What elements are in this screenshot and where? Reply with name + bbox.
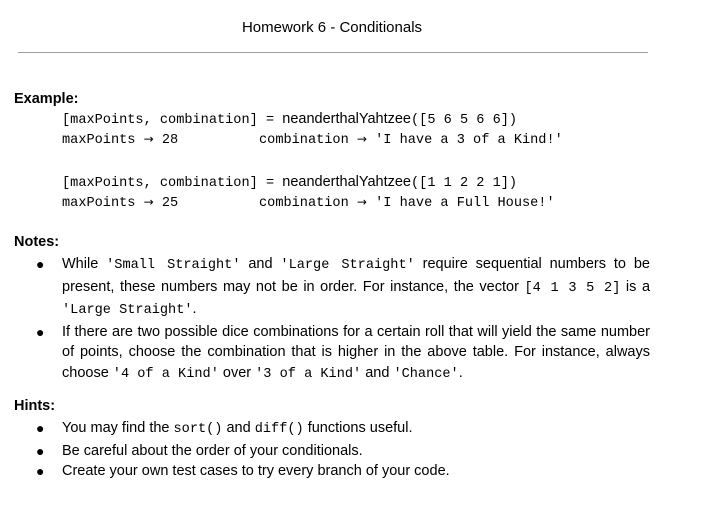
page-title: Homework 6 - Conditionals — [241, 19, 423, 36]
note-2-code: 'Chance' — [393, 366, 459, 382]
example-2-combo-label: combination — [259, 196, 349, 211]
note-1-text: . — [192, 301, 197, 317]
hint-2-text: Be careful about the order of your conditionals. — [62, 442, 363, 459]
list-item — [28, 418, 650, 441]
example-2-call — [62, 174, 517, 191]
note-1-code: 'Large Straight' — [280, 258, 415, 273]
arrow-icon: → — [143, 195, 154, 209]
list-item — [28, 322, 650, 386]
hints-list — [28, 418, 650, 482]
example-1-call-prefix: [maxPoints, combination] = — [62, 113, 283, 128]
arrow-icon: → — [143, 132, 154, 146]
note-2-text: . — [458, 364, 463, 381]
note-1-text: While — [62, 256, 107, 272]
example-2-max-label: maxPoints — [62, 196, 136, 211]
example-1-call — [62, 111, 517, 128]
bullet-icon: ● — [36, 420, 45, 436]
example-1-combo-label: combination — [259, 133, 349, 148]
hints-heading: Hints: — [14, 398, 56, 414]
example-2-func: neanderthalYahtzee — [282, 174, 411, 190]
example-1-combo-value: 'I have a 3 of a Kind!' — [375, 133, 563, 148]
hint-1-code: diff() — [254, 422, 304, 437]
bullet-icon: ● — [36, 463, 45, 479]
example-2-combo — [259, 195, 555, 211]
example-2-max-value: 25 — [161, 196, 179, 211]
note-1-code: 'Small Straight' — [106, 258, 241, 273]
list-item — [28, 254, 650, 322]
example-heading: Example: — [14, 91, 79, 107]
hint-3-text: Create your own test cases to try every branch of your code. — [62, 463, 450, 479]
example-1-max-value: 28 — [161, 133, 179, 148]
arrow-icon: → — [356, 195, 367, 209]
note-2-text: and — [361, 364, 394, 381]
example-2-call-prefix: [maxPoints, combination] = — [62, 176, 283, 191]
hint-1-code: sort() — [173, 422, 223, 437]
example-1-func: neanderthalYahtzee — [282, 111, 411, 127]
hint-1-text: functions useful. — [303, 420, 413, 436]
header-divider — [18, 52, 648, 53]
arrow-icon: → — [356, 132, 367, 146]
bullet-icon: ● — [36, 442, 45, 459]
notes-heading: Notes: — [14, 234, 60, 250]
list-item — [28, 461, 650, 482]
example-1-max — [62, 132, 178, 148]
example-1-max-label: maxPoints — [62, 133, 136, 148]
notes-list — [28, 254, 650, 385]
note-2-text: If there are two possible dice combinations for a certain roll that will yield the same number of points, choose the combination that is higher in the above table. For instance, always choose — [62, 323, 650, 381]
note-1-code: 'Large Straight' — [62, 303, 193, 318]
bullet-icon: ● — [36, 256, 45, 272]
note-2-text: over — [218, 364, 256, 381]
example-2-combo-value: 'I have a Full House!' — [375, 196, 555, 211]
note-2-code: '4 of a Kind' — [112, 366, 219, 382]
note-1-text: require sequential numbers to be present, these numbers may not be in order. For instance, the vector — [62, 256, 650, 295]
example-1-combo — [259, 132, 563, 148]
note-1-text: and — [240, 256, 281, 272]
note-1-code: [4 1 3 5 2] — [524, 280, 621, 296]
hint-1-text: You may find the — [62, 420, 174, 436]
bullet-icon: ● — [36, 323, 45, 340]
example-2-call-args: ([1 1 2 2 1]) — [411, 176, 518, 191]
note-2-code: '3 of a Kind' — [255, 366, 362, 382]
note-1-text: is a — [620, 278, 651, 295]
example-1-call-args: ([5 6 5 6 6]) — [411, 113, 518, 128]
list-item — [28, 441, 650, 462]
example-2-max — [62, 195, 178, 211]
hint-1-text: and — [222, 420, 255, 436]
